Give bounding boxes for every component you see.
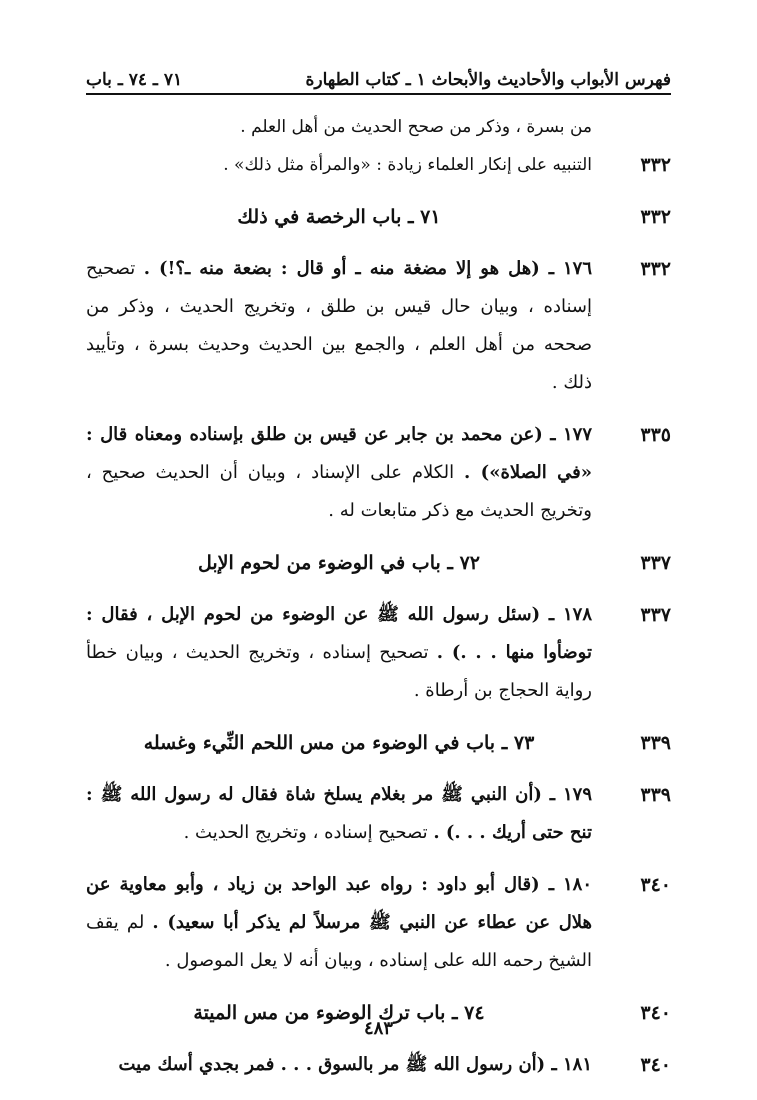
hadith-entry [86, 596, 671, 710]
page-ref: ٣٤٠ [640, 1054, 671, 1076]
hadith-note: لم يقف الشيخ رحمه الله على إسناده ، وبيان أنه لا يعل الموصول . [86, 912, 592, 971]
page-ref: ٣٣٧ [640, 552, 671, 574]
entry-text: من بسرة ، وذكر من صحح الحديث من أهل العلم . [240, 117, 592, 137]
page-number: ٤٨٣ [363, 1018, 393, 1039]
entry-text [86, 866, 592, 980]
entry-text: التنبيه على إنكار العلماء زيادة : «والمرأة مثل ذلك» . [223, 155, 592, 175]
hadith-entry [86, 776, 671, 852]
chapter-title: ٧٣ ـ باب في الوضوء من مس اللحم النِّيء وغسله [143, 732, 535, 754]
hadith-text: ١٨٠ ـ (قال أبو داود : رواه عبد الواحد بن زياد ، وأبو معاوية عن هلال عن عطاء عن النبي ﷺ مرسلاً لم يذكر أبا سعيد) . [86, 874, 593, 933]
header-range: ٧١ ـ ٧٤ ـ باب [86, 70, 183, 90]
running-header [86, 60, 671, 90]
chapter-title: ٧١ ـ باب الرخصة في ذلك [237, 206, 441, 228]
page-ref: ٣٣٢ [640, 206, 671, 228]
hadith-note: الكلام على الإسناد ، وبيان أن الحديث صحيح ، وتخريج الحديث مع ذكر متابعات له . [86, 462, 592, 521]
entry-text [86, 596, 592, 710]
hadith-text: ١٧٨ ـ (سئل رسول الله ﷺ عن الوضوء من لحوم الإبل ، فقال : توضأوا منها . . .) . [86, 604, 592, 663]
entry-text [86, 1046, 592, 1084]
chapter-entry [86, 724, 671, 762]
hadith-entry [86, 1046, 671, 1084]
chapter-title: ٧٤ ـ باب ترك الوضوء من مس الميتة [193, 1002, 485, 1024]
chapter-title: ٧٢ ـ باب في الوضوء من لحوم الإبل [197, 552, 480, 574]
index-list [86, 108, 671, 1084]
page-ref: ٣٣٩ [640, 784, 671, 806]
page-ref: ٣٣٥ [640, 424, 671, 446]
page-ref: ٣٣٧ [640, 604, 671, 626]
hadith-entry [86, 416, 671, 530]
hadith-text: ١٧٧ ـ (عن محمد بن جابر عن قيس بن طلق بإسناده ومعناه قال : «في الصلاة») . [86, 424, 592, 483]
hadith-entry [86, 866, 671, 980]
hadith-text: ١٨١ ـ (أن رسول الله ﷺ مر بالسوق . . . فمر بجدي أسك ميت [118, 1054, 592, 1075]
page-ref: ٣٣٢ [640, 258, 671, 280]
hadith-text: ١٧٩ ـ (أن النبي ﷺ مر بغلام يسلخ شاة فقال له رسول الله ﷺ : تنح حتى أريك . . .) . [86, 784, 592, 843]
page-ref: ٣٣٢ [640, 154, 671, 176]
entry-text [86, 250, 592, 402]
hadith-note: تصحيح إسناده ، وبيان حال قيس بن طلق ، وتخريج الحديث ، وذكر من صححه من أهل العلم ، والجمع بين الحديث وحديث بسرة ، وتأييد ذلك . [86, 258, 592, 393]
index-entry [86, 108, 671, 146]
page-ref: ٣٤٠ [640, 874, 671, 896]
hadith-note: تصحيح إسناده ، وتخريج الحديث . [183, 822, 434, 843]
index-entry [86, 146, 671, 184]
page-ref: ٣٣٩ [640, 732, 671, 754]
chapter-entry [86, 544, 671, 582]
entry-text [86, 416, 592, 530]
hadith-entry [86, 250, 671, 402]
hadith-note: تصحيح إسناده ، وتخريج الحديث ، وبيان خطأ رواية الحجاج بن أرطاة . [86, 642, 592, 701]
chapter-entry [86, 198, 671, 236]
header-title: فهرس الأبواب والأحاديث والأبحاث ١ ـ كتاب الطهارة [305, 70, 671, 90]
header-rule [86, 93, 671, 95]
entry-text [86, 776, 592, 852]
page-ref: ٣٤٠ [640, 1002, 671, 1024]
hadith-text: ١٧٦ ـ (هل هو إلا مضغة منه ـ أو قال : بضعة منه ـ؟!) . [143, 258, 592, 279]
